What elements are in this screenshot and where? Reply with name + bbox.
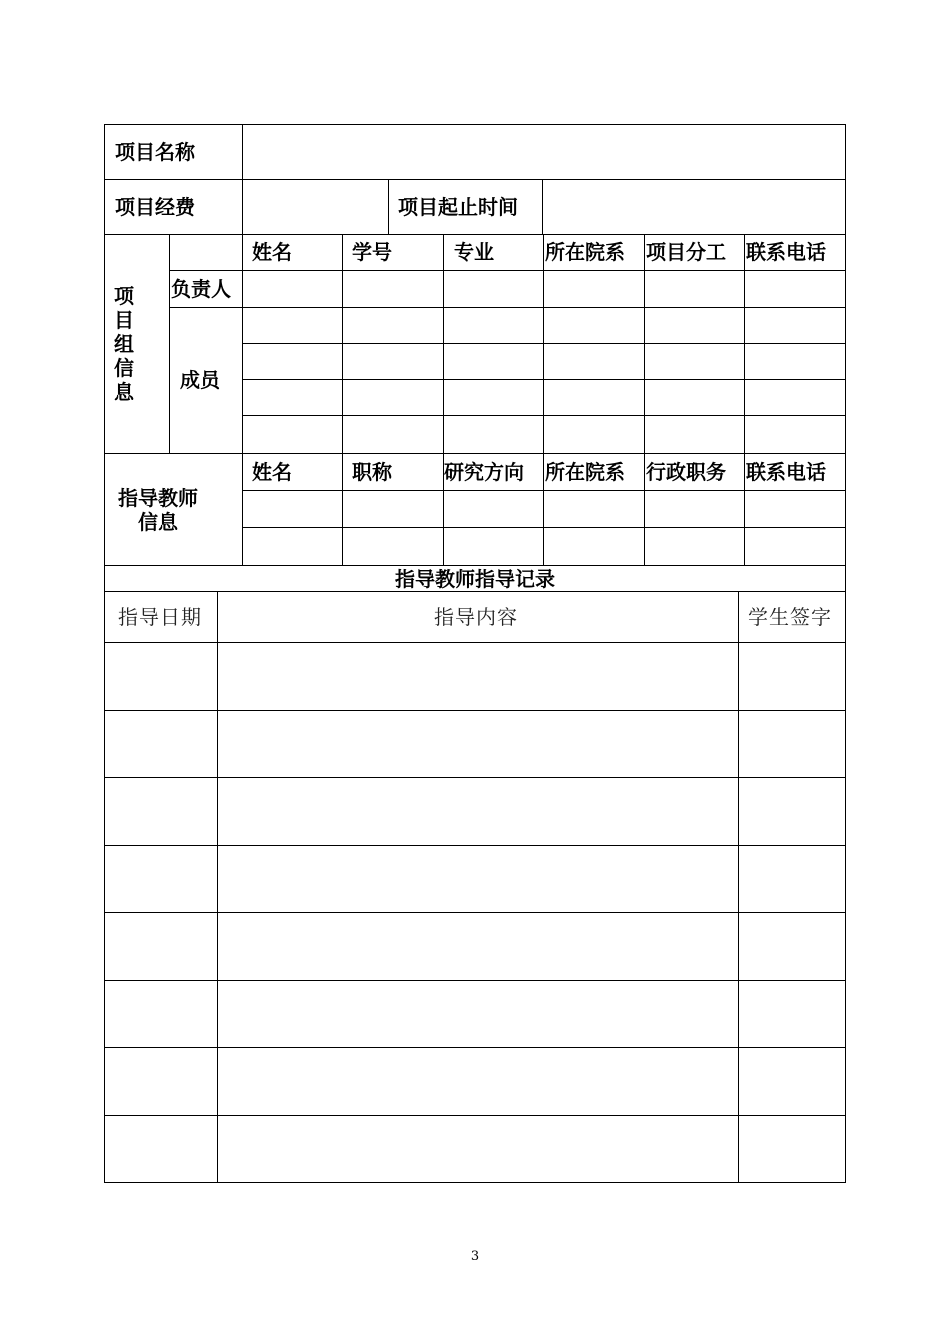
records-header-content: 指导内容: [434, 605, 518, 629]
advisor-header-admin-post: 行政职务: [646, 460, 726, 484]
team-header-name: 姓名: [252, 240, 292, 264]
records-header-signature: 学生签字: [748, 605, 832, 629]
project-budget-label: 项目经费: [115, 195, 195, 219]
advisor-header-title: 职称: [352, 460, 392, 484]
project-period-label: 项目起止时间: [398, 195, 518, 219]
advisor-section-label: 指导教师 信息: [118, 486, 198, 534]
advisor-header-name: 姓名: [252, 460, 292, 484]
team-header-phone: 联系电话: [746, 240, 826, 264]
advisor-header-research: 研究方向: [444, 460, 524, 484]
project-name-label: 项目名称: [115, 140, 195, 164]
team-members-label: 成员: [180, 368, 220, 392]
team-header-role: 项目分工: [646, 240, 726, 264]
advisor-header-department: 所在院系: [545, 460, 625, 484]
team-header-student-id: 学号: [352, 240, 392, 264]
team-header-department: 所在院系: [545, 240, 625, 264]
advisor-header-phone: 联系电话: [746, 460, 826, 484]
team-leader-label: 负责人: [171, 277, 231, 301]
project-name-field[interactable]: [243, 125, 845, 179]
records-header-date: 指导日期: [118, 605, 202, 629]
records-title: 指导教师指导记录: [395, 567, 555, 591]
project-budget-field[interactable]: [243, 180, 388, 234]
team-header-major: 专业: [454, 240, 494, 264]
page-number: 3: [470, 1249, 480, 1264]
team-section-label: 项 目 组 信 息: [114, 284, 134, 404]
project-period-field[interactable]: [543, 180, 845, 234]
